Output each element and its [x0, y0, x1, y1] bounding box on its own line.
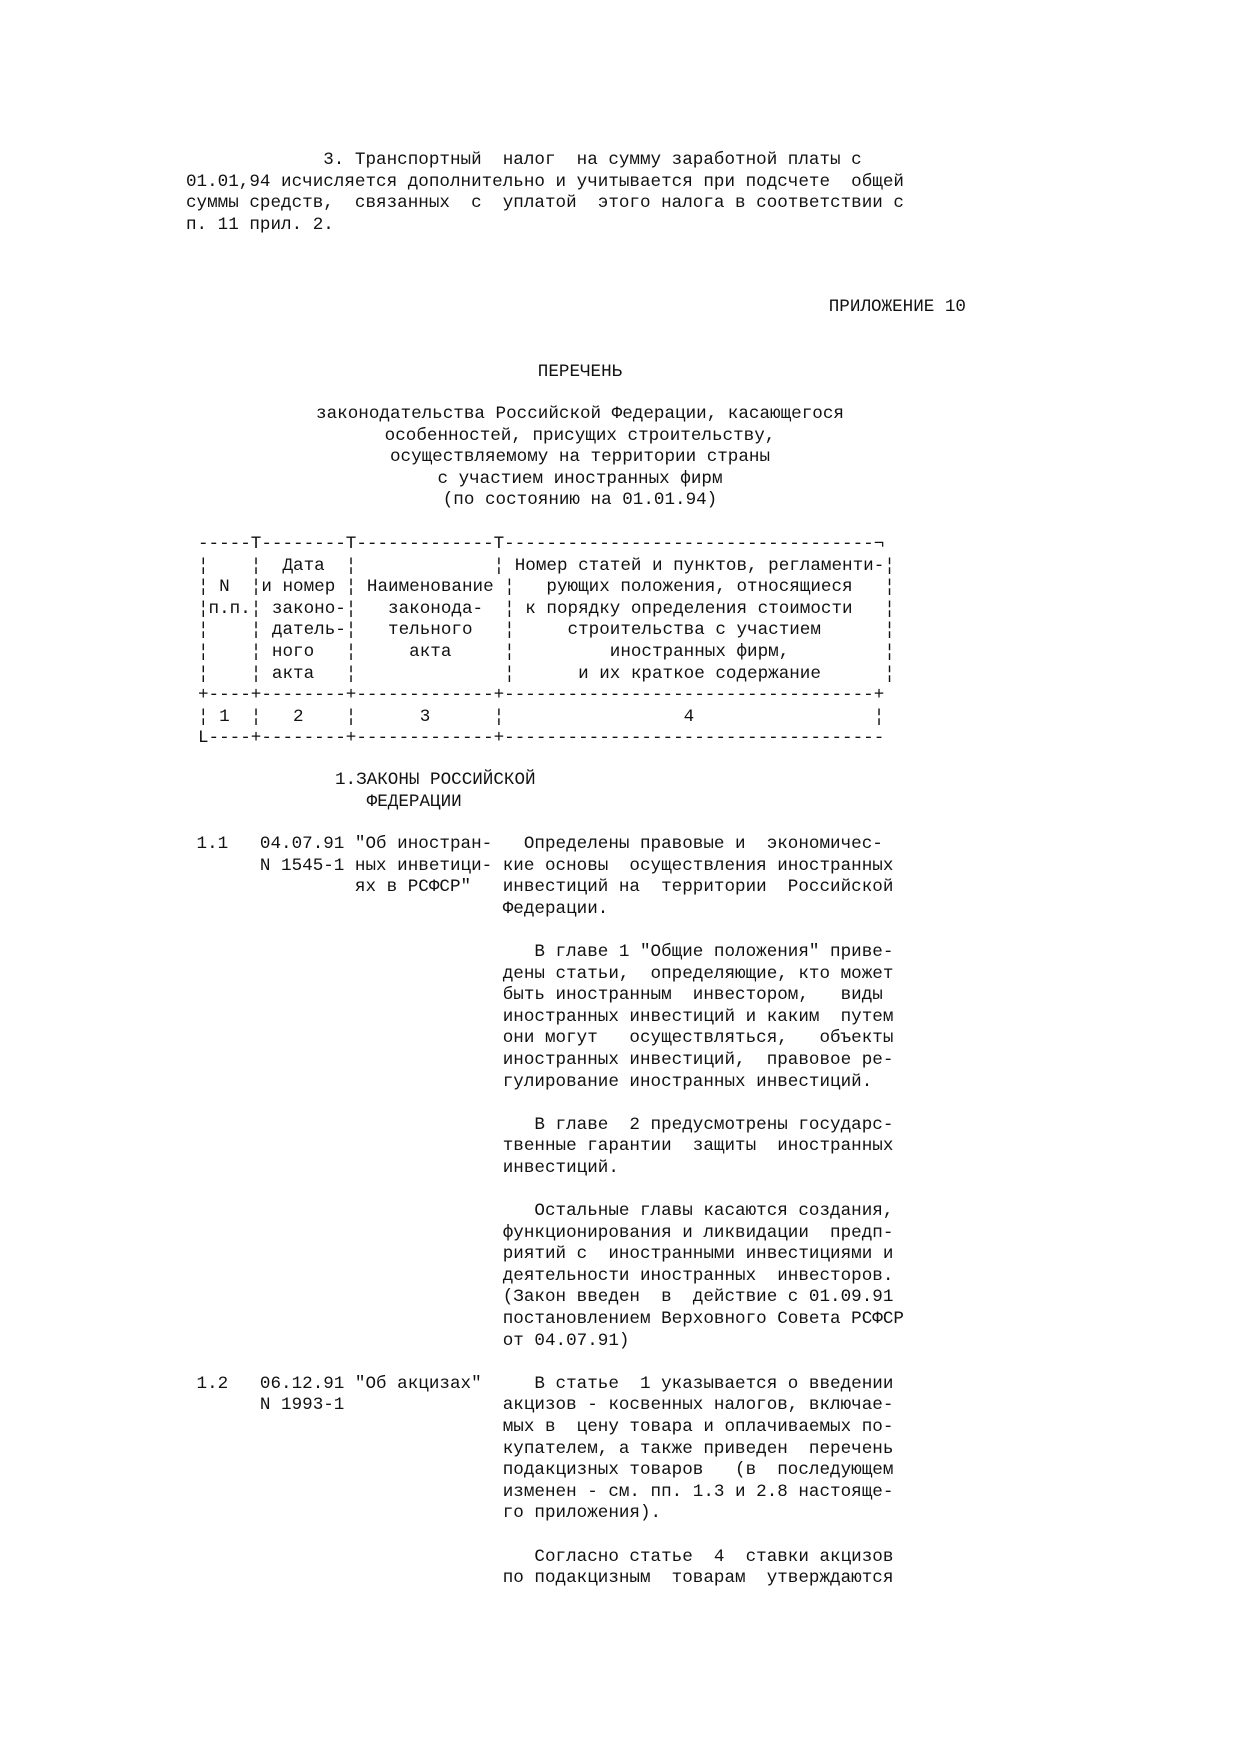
text-line: быть иностранным инвестором, виды: [186, 985, 883, 1006]
text-line: ях в РСФСР" инвестиций на территории Российской: [186, 877, 894, 898]
text-line: N 1545-1 ных инветици- кие основы осуществления иностранных: [186, 855, 894, 876]
text-line: [186, 1525, 904, 1547]
text-line: ¦ 1 ¦ 2 ¦ 3 ¦ 4 ¦: [198, 706, 885, 727]
text-line: п. 11 прил. 2.: [186, 214, 334, 235]
text-line: Согласно статье 4 ставки акцизов: [186, 1546, 894, 1567]
text-line: +----+--------+-------------+-----------------------------------+: [198, 685, 885, 706]
text-line: изменен - см. пп. 1.3 и 2.8 настояще-: [186, 1481, 894, 1502]
text-line: 1.ЗАКОНЫ РОССИЙСКОЙ: [335, 770, 536, 790]
text-line: иностранных инвестиций, правовое ре-: [186, 1049, 894, 1070]
text-line: риятий с иностранными инвестициями и: [186, 1244, 894, 1265]
text-line: ФЕДЕРАЦИИ: [335, 791, 462, 812]
text-line: ¦ ¦ Дата ¦ ¦ Номер статей и пунктов, регламенти-¦: [198, 555, 895, 576]
text-line: подакцизных товаров (в последующем: [186, 1460, 894, 1481]
text-line: Остальные главы касаются создания,: [186, 1201, 894, 1222]
document-title: ПЕРЕЧЕНЬ: [537, 362, 623, 382]
document-subtitle: [200, 404, 960, 512]
text-line: [186, 920, 904, 942]
text-line: инвестиций.: [186, 1157, 619, 1178]
text-line: -----T--------T-------------T-----------------------------------¬: [198, 534, 885, 554]
text-line: ¦п.п.¦ законо-¦ законода- ¦ к порядку определения стоимости ¦: [198, 598, 895, 619]
text-line: 3. Транспортный налог на сумму заработной платы с: [186, 150, 862, 170]
text-line: В главе 1 "Общие положения" приве-: [186, 941, 894, 962]
text-line: от 04.07.91): [186, 1330, 630, 1351]
text-line: мых в цену товара и оплачиваемых по-: [186, 1417, 894, 1438]
text-line: N 1993-1 акцизов - косвенных налогов, включае-: [186, 1395, 894, 1416]
text-line: деятельности иностранных инвесторов.: [186, 1265, 894, 1286]
subtitle-line: осуществляемому на территории страны: [389, 447, 771, 468]
text-line: ¦ ¦ ного ¦ акта ¦ иностранных фирм, ¦: [198, 641, 895, 662]
text-line: гулирование иностранных инвестиций.: [186, 1071, 873, 1092]
text-line: купателем, а также приведен перечень: [186, 1438, 894, 1459]
text-line: по подакцизным товарам утверждаются: [186, 1568, 894, 1589]
subtitle-line: (по состоянию на 01.01.94): [442, 490, 718, 511]
text-line: ¦ N ¦и номер ¦ Наименование ¦ рующих положения, относящиеся ¦: [198, 577, 895, 598]
text-line: [186, 1180, 904, 1202]
text-line: (Закон введен в действие с 01.09.91: [186, 1287, 894, 1308]
subtitle-line: законодательства Российской Федерации, касающегося: [316, 404, 844, 424]
section-heading: [335, 770, 536, 813]
text-line: [186, 1093, 904, 1115]
entries-list: [186, 834, 904, 1590]
subtitle-line: с участием иностранных фирм: [437, 468, 723, 489]
text-line: 01.01,94 исчисляется дополнительно и учитывается при подсчете общей: [186, 171, 904, 192]
text-line: 1.2 06.12.91 "Об акцизах" В статье 1 указывается о введении: [186, 1373, 894, 1394]
text-line: твенные гарантии защиты иностранных: [186, 1136, 894, 1157]
text-line: иностранных инвестиций и каким путем: [186, 1006, 894, 1027]
text-line: 1.1 04.07.91 "Об иностран- Определены правовые и экономичес-: [186, 834, 883, 854]
text-line: ¦ ¦ датель-¦ тельного ¦ строительства с участием ¦: [198, 620, 895, 641]
text-line: суммы средств, связанных с уплатой этого налога в соответствии с: [186, 193, 904, 214]
text-line: [186, 1352, 904, 1374]
text-line: L----+--------+-------------+------------------------------------: [198, 728, 885, 749]
text-line: функционирования и ликвидации предп-: [186, 1222, 894, 1243]
text-line: Федерации.: [186, 898, 609, 919]
intro-paragraph: [186, 150, 904, 236]
text-line: дены статьи, определяющие, кто может: [186, 963, 894, 984]
text-line: В главе 2 предусмотрены государс-: [186, 1114, 894, 1135]
text-line: ¦ ¦ акта ¦ ¦ и их краткое содержание ¦: [198, 663, 895, 684]
text-line: го приложения).: [186, 1503, 662, 1524]
subtitle-line: особенностей, присущих строительству,: [384, 425, 776, 446]
appendix-label: ПРИЛОЖЕНИЕ 10: [828, 297, 966, 317]
text-line: постановлением Верховного Совета РСФСР: [186, 1309, 904, 1330]
text-line: они могут осуществляться, объекты: [186, 1028, 894, 1049]
table-header: [198, 534, 895, 750]
